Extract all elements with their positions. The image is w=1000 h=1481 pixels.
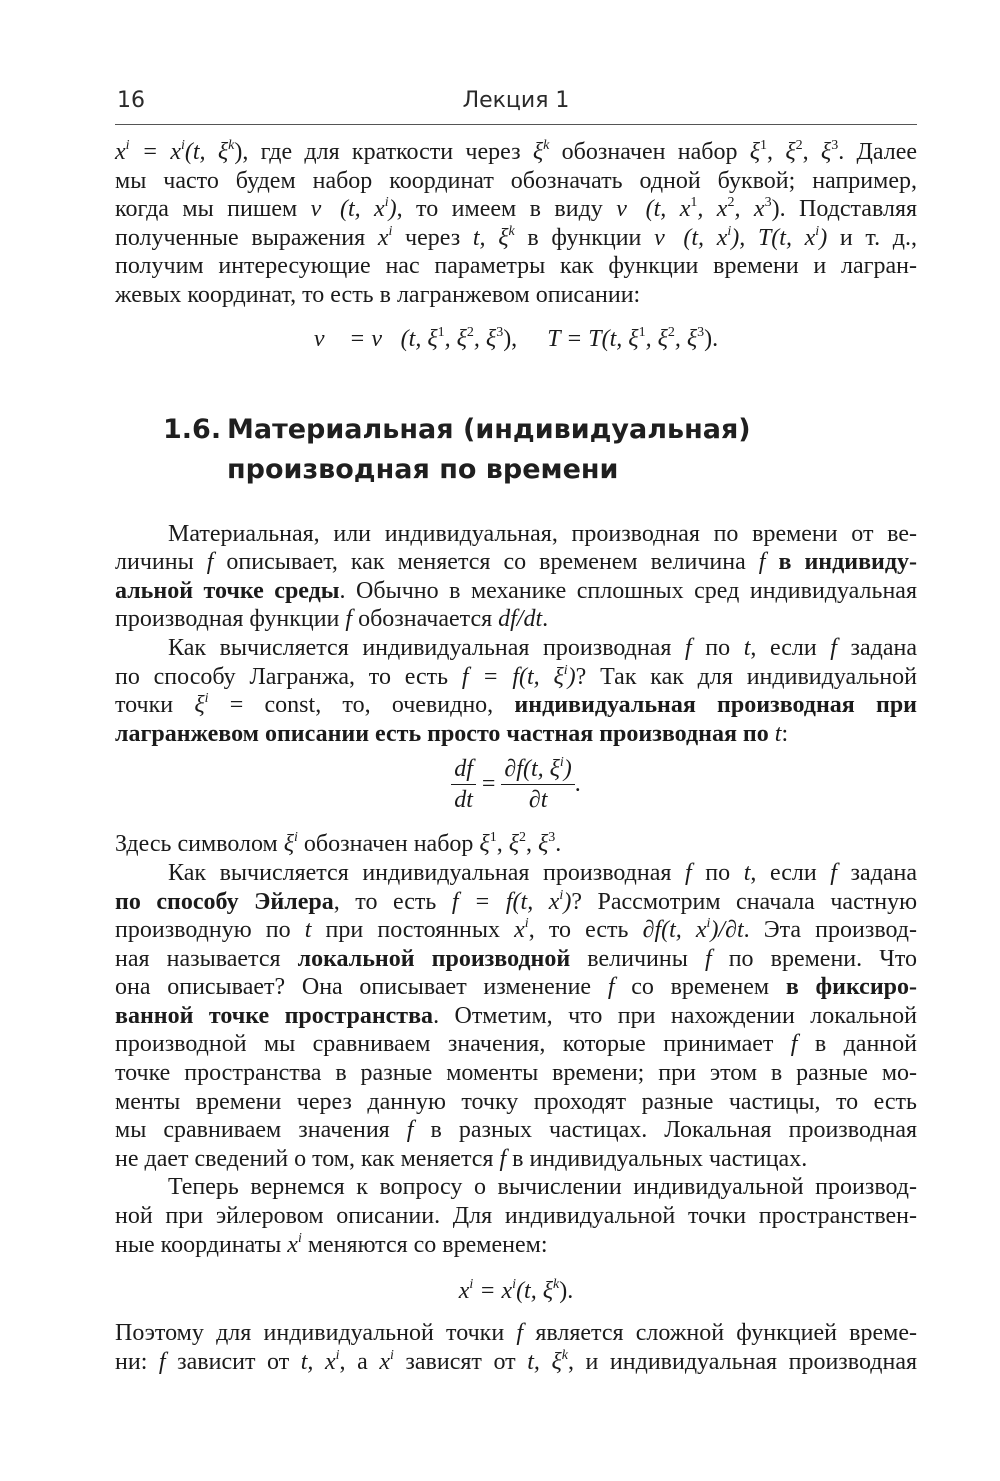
text-line: не дает сведений о том, как меняется f в индивидуальных частицах. xyxy=(115,1145,808,1172)
text-line: она описывает? Она описывает изменение f со временем в фиксиро- xyxy=(115,974,917,1001)
text-line: когда мы пишем v⃗(t, $x^i$), то имеем в виду v⃗(t, $x^1$, $x^2$, $x^3$). Подставляя xyxy=(115,195,918,223)
text-line: по способу Лагранжа, то есть f = f(t, $\xi^i$)? Так как для индивидуальной xyxy=(115,662,917,690)
text-line: по способу Эйлера, то есть f = f(t, $x^i$)? Рассмотрим сначала частную xyxy=(115,887,918,915)
display-equation: $x^i = x^i(t$, $\xi^k$). xyxy=(458,1277,574,1305)
display-equation: v⃗ = v⃗(t, $\xi^1$, $\xi^2$, $\xi^3$), T = T(t, $\xi^1$, $\xi^2$, $\xi^3$). xyxy=(313,324,719,352)
text-line: точки $\xi^i$ = const, то, очевидно, индивидуальная производная при xyxy=(115,691,917,719)
text-line: Поэтому для индивидуальной точки f является сложной функцией време- xyxy=(115,1320,917,1347)
text-line: ные координаты $x^i$ меняются со временем: xyxy=(115,1230,548,1258)
text-line: мы сравниваем значения f в разных частицах. Локальная производная xyxy=(115,1117,918,1144)
page-number: 16 xyxy=(117,88,145,113)
text-line: Материальная, или индивидуальная, производная по времени от ве- xyxy=(168,520,917,547)
text-line: Теперь вернемся к вопросу о вычислении индивидуальной производ- xyxy=(168,1174,917,1201)
text-line: Здесь символом $\xi^i$ обозначен набор $\xi^1$, $\xi^2$, $\xi^3$. xyxy=(115,830,562,858)
text-line: менты времени через данную точку проходят разные частицы, то есть xyxy=(115,1088,917,1115)
text-line: получим интересующие нас параметры как функции времени и лагран- xyxy=(115,253,917,280)
running-title: Лекция 1 xyxy=(462,88,570,113)
text-line: ванной точке пространства. Отметим, что при нахождении локальной xyxy=(115,1002,917,1029)
text-line: точке пространства в разные моменты времени; при этом в разные мо- xyxy=(115,1060,917,1087)
running-header xyxy=(115,88,917,120)
text-line: $x^i = x^i(t$, $\xi^k$), где для краткости через $\xi^k$ обозначен набор $\xi^1$, $\xi^2$, $\xi^3$. Далее xyxy=(115,138,918,165)
text-line: личины f описывает, как меняется со временем величина f в индивиду- xyxy=(115,549,918,576)
header-rule xyxy=(115,124,917,125)
text-line: ной при эйлеровом описании. Для индивидуальной точки пространствен- xyxy=(115,1203,917,1230)
text-line: производную по t при постоянных $x^i$, то есть ∂f(t, $x^i)/\partial t$. Эта производ- xyxy=(115,916,917,944)
section-number: 1.6. xyxy=(163,413,222,445)
text-line: жевых координат, то есть в лагранжевом описании: xyxy=(115,281,641,308)
text-line: альной точке среды. Обычно в механике сплошных сред индивидуальная xyxy=(115,577,917,604)
section-title-line: Материальная (индивидуальная) xyxy=(227,413,751,445)
section-heading xyxy=(115,414,917,498)
text-line: лагранжевом описании есть просто частная производная по t: xyxy=(115,720,789,747)
text-line: Как вычисляется индивидуальная производная f по t, если f задана xyxy=(168,859,917,886)
page-body xyxy=(115,138,917,1376)
text-line: производная функции f обозначается df/dt. xyxy=(115,606,549,633)
text-line: мы часто будем набор координат обозначать одной буквой; например, xyxy=(115,167,917,194)
text-line: ная называется локальной производной величины f по времени. Что xyxy=(115,945,917,972)
text-line: производной мы сравниваем значения, которые принимает f в данной xyxy=(115,1031,917,1058)
text-line: Как вычисляется индивидуальная производная f по t, если f задана xyxy=(168,634,917,661)
display-equation: $\frac{df}{dt}$ = $\frac{\partial f(t, \xi^i)}{\partial t}$ . xyxy=(115,754,917,828)
text-line: полученные выражения $x^i$ через t, $\xi^k$ в функции v⃗(t, $x^i$), T(t, $x^i$) и т. д., xyxy=(115,223,917,251)
section-title-line: производная по времени xyxy=(227,453,619,485)
text-line: ни: f зависит от t, $x^i$, а $x^i$ зависят от t, $\xi^k$, и индивидуальная производная xyxy=(115,1347,918,1375)
